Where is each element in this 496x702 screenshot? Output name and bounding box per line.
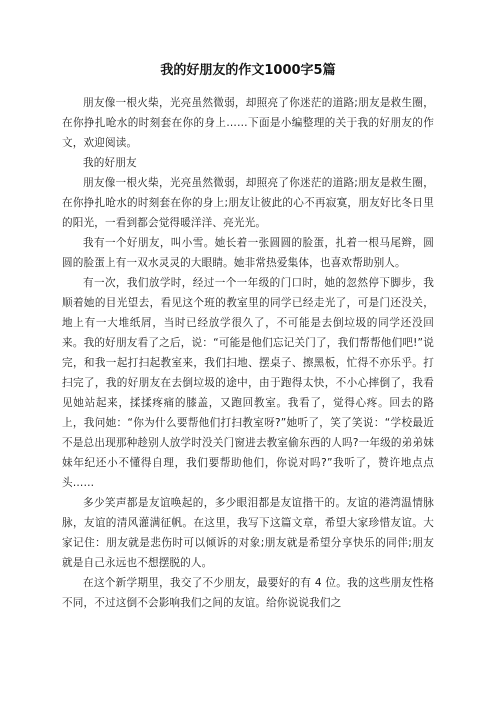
intro-paragraph: 朋友像一根火柴，光亮虽然微弱，却照亮了你迷茫的道路;朋友是救生圈，在你挣扎呛水的时刻套在你的身上……下面是小编整理的关于我的好朋友的作文，欢迎阅读。 <box>62 97 434 149</box>
document-title: 我的好朋友的作文1000字5篇 <box>160 63 336 78</box>
body-paragraph: 多少笑声都是友谊唤起的，多少眼泪都是友谊揩干的。友谊的港湾温情脉脉，友谊的清风灌满征帆。在这里，我写下这篇文章，希望大家珍惜友谊。大家记住：朋友就是悲伤时可以倾诉的对象;朋友就是希望分享快乐的同伴;朋友就是自己永远也不想摆脱的人。 <box>62 497 434 569</box>
body-paragraph: 有一次，我们放学时，经过一个一年级的门口时，她的忽然停下脚步，我顺着她的目光望去，看见这个班的教室里的同学已经走光了，可是门还没关，地上有一大堆纸屑，当时已经放学很久了，不可能是去倒垃圾的同学还没回来。我的好朋友看了之后，说：“可能是他们忘记关门了，我们帮帮他们吧!”说完，和我一起打扫起教室来，我们扫地、摆桌子、擦黑板，忙得不亦乐乎。打扫完了，我的好朋友在去倒垃圾的途中，由于跑得太快，不小心摔倒了，我看见她站起来，揉揉疼痛的膝盖，又跑回教室。我看了，觉得心疼。回去的路上，我问她：“你为什么要帮他们打扫教室呀?”她听了，笑了笑说：“学校最近不是总出现那种趁别人放学时没关门窗进去教室偷东西的人吗?一年级的弟弟妹妹年纪还小不懂得自理，我们要帮助他们，你说对吗?”我听了，赞许地点点头…… <box>62 277 435 489</box>
essay-heading: 我的好朋友 <box>83 157 137 169</box>
body-paragraph: 我有一个好朋友，叫小雪。她长着一张圆圆的脸蛋，扎着一根马尾辫，圆圆的脸蛋上有一双水灵灵的大眼睛。她非常热爱集体，也喜欢帮助别人。 <box>62 237 434 269</box>
body-paragraph: 朋友像一根火柴，光亮虽然微弱，却照亮了你迷茫的道路;朋友是救生圈，在你挣扎呛水的时刻套在你的身上;朋友让彼此的心不再寂寞，朋友好比冬日里的阳光，一看到都会觉得暖洋洋、亮光光。 <box>62 177 434 229</box>
body-paragraph: 在这个新学期里，我交了不少朋友，最要好的有 4 位。我的这些朋友性格不同，不过这倒不会影响我们之间的友谊。给你说说我们之 <box>62 577 434 609</box>
